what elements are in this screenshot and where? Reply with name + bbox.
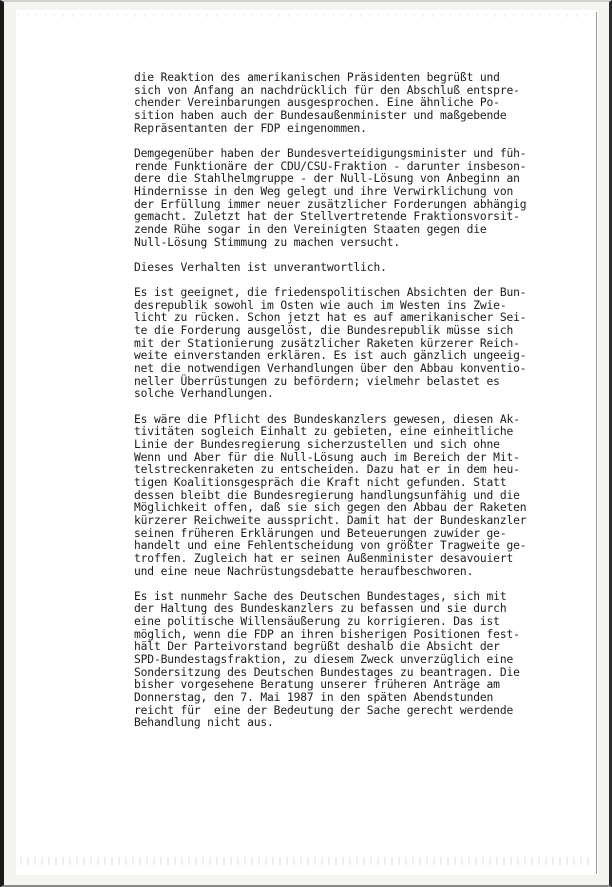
text-line: Möglichkeit offen, daß sie sich gegen den Abbau der Raketen bbox=[134, 501, 527, 515]
text-line: möglich, wenn die FDP an ihren bisherigen Positionen fest- bbox=[134, 627, 520, 641]
text-line: dessen bleibt die Bundesregierung handlungsunfähig und die bbox=[134, 488, 520, 502]
text-line: Donnerstag, den 7. Mai 1987 in den späten Abendstunden bbox=[134, 691, 494, 705]
text-line: neller Überrüstungen zu befördern; vielmehr belastet es bbox=[134, 374, 500, 388]
paragraph-chancellor-duty bbox=[134, 414, 574, 579]
text-line: Es ist nunmehr Sache des Deutschen Bundestages, sich mit bbox=[134, 589, 507, 603]
text-line: weite einverstanden erklären. Es ist auch gänzlich ungeeig- bbox=[134, 349, 527, 363]
paragraph-bundestag bbox=[134, 591, 574, 730]
text-line: desrepublik sowohl im Osten wie auch im Westen ins Zwie- bbox=[134, 298, 507, 312]
scan-noise-top bbox=[18, 14, 588, 17]
paragraph-verdict bbox=[134, 262, 574, 275]
text-line: Repräsentanten der FDP eingenommen. bbox=[134, 121, 367, 135]
text-line: eine politische Willensäußerung zu korrigieren. Das ist bbox=[134, 615, 500, 629]
text-line: net die notwendigen Verhandlungen über den Abbau konventio- bbox=[134, 362, 527, 376]
text-line: handelt und eine Fehlentscheidung von größter Tragweite ge- bbox=[134, 539, 527, 553]
scan-noise-bottom bbox=[20, 857, 590, 865]
text-line: troffen. Zugleich hat er seinen Außenminister desavouiert bbox=[134, 551, 514, 565]
text-line: und eine neue Nachrüstungsdebatte heraufbeschworen. bbox=[134, 564, 474, 578]
text-line: Behandlung nicht aus. bbox=[134, 716, 274, 730]
paragraph-consequences bbox=[134, 287, 574, 401]
text-line: der Haltung des Bundeskanzlers zu befassen und sie durch bbox=[134, 602, 507, 616]
text-line: sich von Anfang an nachdrücklich für den Abschluß entspre- bbox=[134, 83, 520, 97]
text-line: SPD-Bundestagsfraktion, zu diesem Zweck unverzüglich eine bbox=[134, 653, 514, 667]
paragraph-opposition bbox=[134, 148, 574, 249]
text-line: kürzerer Reichweite ausspricht. Damit hat der Bundeskanzler bbox=[134, 513, 527, 527]
text-line: Es ist geeignet, die friedenspolitischen Absichten der Bun- bbox=[134, 286, 527, 300]
text-line: licht zu rücken. Schon jetzt hat es auf amerikanischer Sei- bbox=[134, 311, 527, 325]
document-body bbox=[134, 72, 574, 730]
text-line: der Erfüllung immer neuer zusätzlicher Forderungen abhängig bbox=[134, 197, 527, 211]
text-line: dere die Stahlhelmgruppe - der Null-Lösung von Anbeginn an bbox=[134, 172, 520, 186]
text-line: tivitäten sogleich Einhalt zu gebieten, eine einheitliche bbox=[134, 425, 514, 439]
text-line: tigen Koalitionsgespräch die Kraft nicht gefunden. Statt bbox=[134, 475, 507, 489]
text-line: rende Funktionäre der CDU/CSU-Fraktion - darunter insbeson- bbox=[134, 159, 527, 173]
text-line: Sondersitzung des Deutschen Bundestages zu beantragen. Die bbox=[134, 665, 520, 679]
text-line: zende Rühe sogar in den Vereinigten Staaten gegen die bbox=[134, 222, 487, 236]
text-line: sition haben auch der Bundesaußenminister und maßgebende bbox=[134, 108, 507, 122]
text-line: Dieses Verhalten ist unverantwortlich. bbox=[134, 260, 387, 274]
text-line: mit der Stationierung zusätzlicher Raketen kürzerer Reich- bbox=[134, 336, 520, 350]
text-line: Null-Lösung Stimmung zu machen versucht. bbox=[134, 235, 401, 249]
text-line: die Reaktion des amerikanischen Präsidenten begrüßt und bbox=[134, 71, 500, 84]
text-line: telstreckenraketen zu entscheiden. Dazu hat er in dem heu- bbox=[134, 463, 520, 477]
text-line: hält Der Parteivorstand begrüßt deshalb die Absicht der bbox=[134, 640, 500, 654]
text-line: bisher vorgesehene Beratung unserer früheren Anträge am bbox=[134, 678, 500, 692]
text-line: Demgegenüber haben der Bundesverteidigungsminister und füh- bbox=[134, 146, 527, 160]
text-line: chender Vereinbarungen ausgesprochen. Eine ähnliche Po- bbox=[134, 96, 500, 110]
text-line: solche Verhandlungen. bbox=[134, 387, 274, 401]
text-line: reicht für eine der Bedeutung der Sache gerecht werdende bbox=[134, 703, 514, 717]
text-line: Wenn und Aber für die Null-Lösung auch im Bereich der Mit- bbox=[134, 450, 520, 464]
text-line: Es wäre die Pflicht des Bundeskanzlers gewesen, diesen Ak- bbox=[134, 412, 520, 426]
text-line: Linie der Bundesregierung sicherzustellen und sich ohne bbox=[134, 437, 500, 451]
text-line: gemacht. Zuletzt hat der Stellvertretende Fraktionsvorsit- bbox=[134, 210, 520, 224]
page-edge-shadow bbox=[596, 12, 597, 874]
text-line: Hindernisse in den Weg gelegt und ihre Verwirklichung von bbox=[134, 184, 514, 198]
text-line: seinen früheren Erklärungen und Beteuerungen zuwider ge- bbox=[134, 526, 507, 540]
paragraph-reaction bbox=[134, 72, 574, 135]
text-line: te die Forderung ausgelöst, die Bundesrepublik müsse sich bbox=[134, 324, 514, 338]
